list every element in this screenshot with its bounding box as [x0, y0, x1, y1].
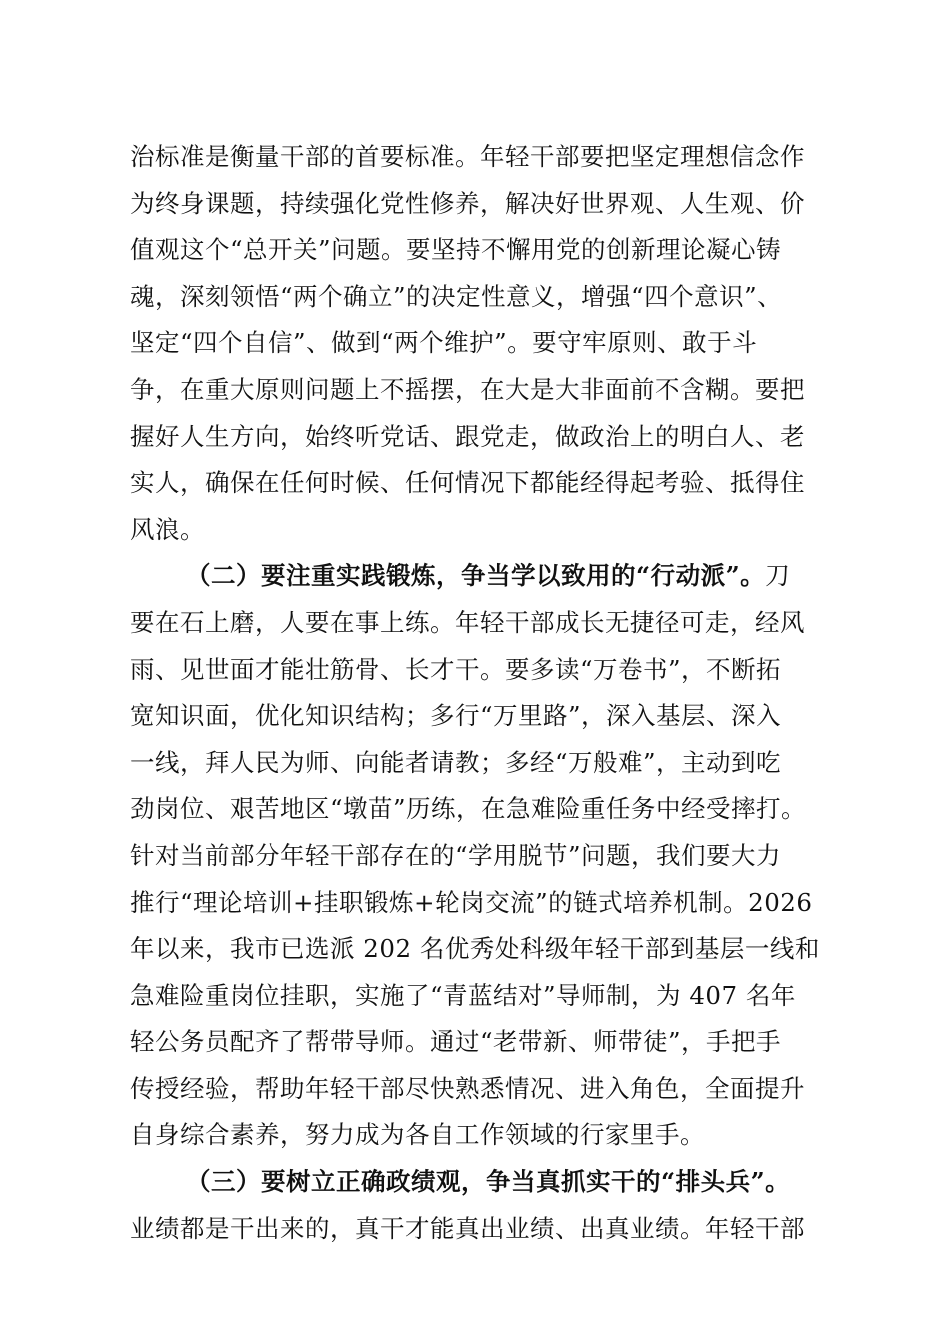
para1-line-9: 风浪。 — [130, 514, 205, 544]
para2-line-7: 推行“理论培训+挂职锻炼+轮岗交流”的链式培养机制。2026 — [130, 887, 813, 917]
para2-line-2: 雨、见世面才能壮筋骨、长才干。要多读“万卷书”，不断拓 — [130, 654, 782, 684]
para2-line-10: 轻公务员配齐了帮带导师。通过“老带新、师带徒”，手把手 — [130, 1027, 782, 1057]
para2-line-6: 针对当前部分年轻干部存在的“学用脱节”问题，我们要大力 — [130, 840, 782, 870]
para1-line-8: 实人，确保在任何时候、任何情况下都能经得起考验、抵得住 — [130, 468, 805, 498]
para2-line-5: 劲岗位、艰苦地区“墩苗”历练，在急难险重任务中经受摔打。 — [130, 794, 807, 824]
para1-line-5: 坚定“四个自信”、做到“两个维护”。要守牢原则、敢于斗 — [130, 328, 758, 358]
section-heading-2: （二）要注重实践锻炼，争当学以致用的“行动派”。 — [186, 561, 766, 591]
para1-line-6: 争，在重大原则问题上不摇摆，在大是大非面前不含糊。要把 — [130, 374, 805, 404]
para1-line-2: 为终身课题，持续强化党性修养，解决好世界观、人生观、价 — [130, 188, 805, 218]
para1-line-4: 魂，深刻领悟“两个确立”的决定性意义，增强“四个意识”、 — [130, 281, 783, 311]
para3-line-1: 业绩都是干出来的，真干才能真出业绩、出真业绩。年轻干部 — [130, 1213, 805, 1243]
para2-first-line — [130, 553, 830, 600]
para1-line-7: 握好人生方向，始终听党话、跟党走，做政治上的明白人、老 — [130, 421, 805, 451]
para2-line-11: 传授经验，帮助年轻干部尽快熟悉情况、进入角色，全面提升 — [130, 1073, 805, 1103]
para2-line-4: 一线，拜人民为师、向能者请教；多经“万般难”，主动到吃 — [130, 747, 782, 777]
body-text — [130, 134, 830, 1252]
para1-line-1: 治标准是衡量干部的首要标准。年轻干部要把坚定理想信念作 — [130, 142, 805, 171]
para2-line-8: 年以来，我市已选派 202 名优秀处科级年轻干部到基层一线和 — [130, 934, 820, 964]
para2-line-1: 要在石上磨，人要在事上练。年轻干部成长无捷径可走，经风 — [130, 607, 805, 637]
para1-line-3: 值观这个“总开关”问题。要坚持不懈用党的创新理论凝心铸 — [130, 235, 782, 265]
para2-line-12: 自身综合素养，努力成为各自工作领域的行家里手。 — [130, 1120, 705, 1150]
section-heading-3: （三）要树立正确政绩观，争当真抓实干的“排头兵”。 — [186, 1167, 791, 1197]
para2-first-tail: 刀 — [765, 561, 791, 591]
para3-first-line — [130, 1159, 830, 1206]
para2-line-9: 急难险重岗位挂职，实施了“青蓝结对”导师制，为 407 名年 — [130, 980, 796, 1010]
para2-line-3: 宽知识面，优化知识结构；多行“万里路”，深入基层、深入 — [130, 701, 782, 731]
